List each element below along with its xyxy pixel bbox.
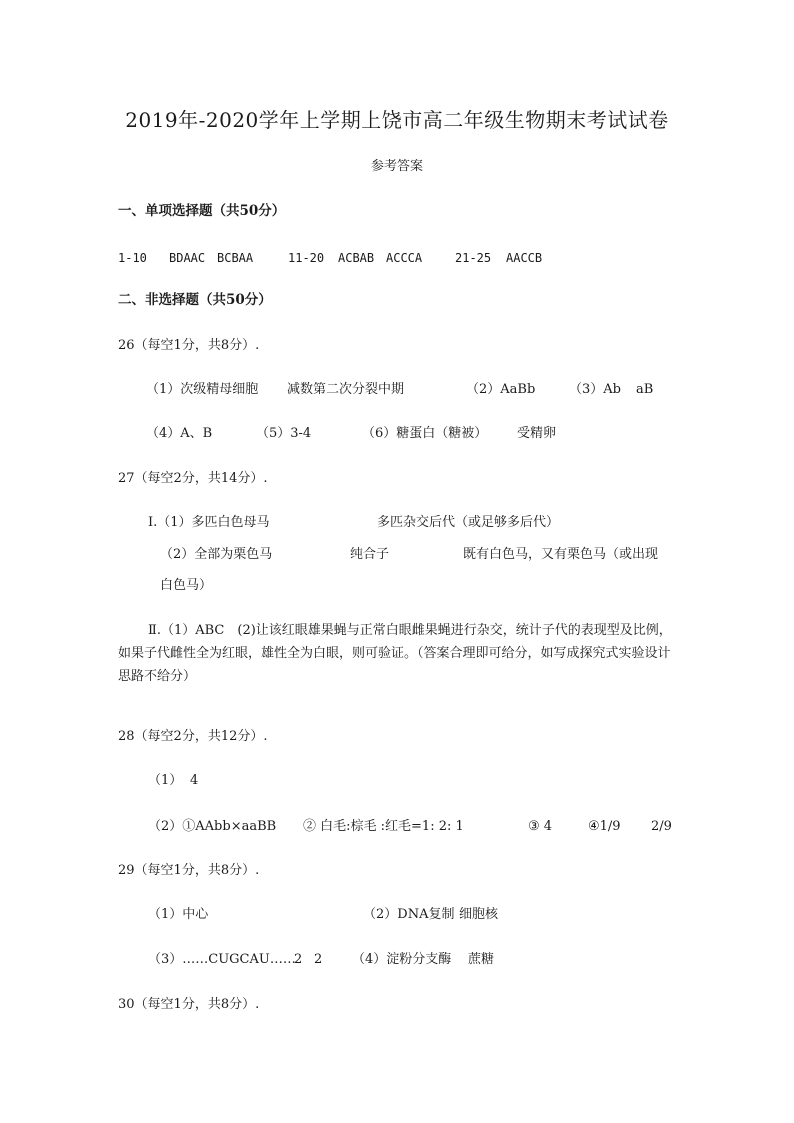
section-heading-choice: 一、单项选择题（共50分） xyxy=(118,203,286,219)
answer-item: 纯合子 xyxy=(350,547,390,562)
page-title: 2019年-2020学年上学期上饶市高二年级生物期末考试试卷 xyxy=(125,108,669,132)
answer-item: 4 xyxy=(190,773,199,788)
answer-item: ③ 4 xyxy=(528,819,553,834)
answer-item: （3）Ab xyxy=(569,382,621,397)
answer-item: aB xyxy=(636,382,654,397)
answer-item: （4）A、B xyxy=(146,426,213,441)
answer-item: （1） xyxy=(148,773,183,788)
range-label: 1-10 xyxy=(118,251,147,265)
answer-paragraph-ii: Ⅱ.（1）ABC (2)让该红眼雄果蝇与正常白眼雌果蝇进行杂交，统计子代的表现型及比例，如果子代雌性全为红眼，雄性全为白眼，则可验证。（答案合理即可给分，如写成探究式实验设计思路不给分） xyxy=(118,623,672,684)
answer-item: （4）淀粉分支酶 xyxy=(352,952,452,967)
answer-item: 2 xyxy=(314,952,323,967)
answer-item: ④1/9 xyxy=(588,819,621,834)
answer-item: 细胞核 xyxy=(459,907,499,922)
question-26-heading: 26（每空1分，共8分）. xyxy=(118,338,260,353)
answer-item: 2/9 xyxy=(651,819,672,834)
answer-item: （1）次级精母细胞 xyxy=(146,382,259,397)
question-28-heading: 28（每空2分，共12分）. xyxy=(118,729,268,744)
answer-item: （2）DNA复制 xyxy=(363,907,455,922)
answer-item: （3）……CUGCAU…… xyxy=(148,952,296,967)
answer-item: 既有白色马，又有栗色马（或出现 xyxy=(463,547,659,562)
page-subtitle: 参考答案 xyxy=(370,159,423,174)
range-label: 11-20 xyxy=(288,251,325,265)
section-heading-nonchoice: 二、非选择题（共50分） xyxy=(118,292,272,308)
question-30-heading: 30（每空1分，共8分）. xyxy=(118,997,260,1012)
answer-item: （5）3-4 xyxy=(256,426,312,441)
answer-item: 2 xyxy=(294,952,303,967)
answer-group: ACBAB xyxy=(338,251,375,265)
answer-item: 受精卵 xyxy=(517,426,557,441)
answer-item: （6）糖蛋白（糖被） xyxy=(362,426,488,441)
answer-item: 多匹杂交后代（或足够多后代） xyxy=(377,515,560,530)
question-27-heading: 27（每空2分，共14分）. xyxy=(118,471,268,486)
answer-group: BDAAC xyxy=(169,251,206,265)
answer-item: （2）①AAbb×aaBB xyxy=(148,819,277,834)
answer-item: Ⅰ.（1）多匹白色母马 xyxy=(148,515,270,530)
answer-group: AACCB xyxy=(506,251,543,265)
answer-item: （1）中心 xyxy=(148,907,209,922)
answer-group: BCBAA xyxy=(217,251,254,265)
answer-group: ACCCA xyxy=(386,251,423,265)
answer-line-continued: 白色马） xyxy=(160,578,213,593)
answer-item: （2）AaBb xyxy=(466,382,536,397)
range-label: 21-25 xyxy=(455,251,492,265)
answer-item: 蔗糖 xyxy=(468,952,495,967)
answer-item: （2）全部为栗色马 xyxy=(160,547,273,562)
question-29-heading: 29（每空1分，共8分）. xyxy=(118,863,260,878)
answer-item: ② 白毛:棕毛 :红毛=1: 2: 1 xyxy=(303,819,464,834)
answer-item: 减数第二次分裂中期 xyxy=(287,382,405,397)
